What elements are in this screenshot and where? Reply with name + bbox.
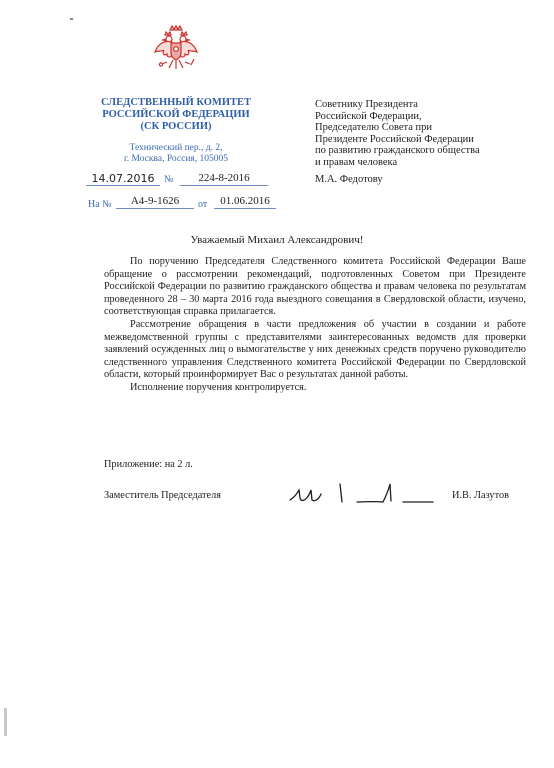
body-paragraph: Исполнение поручения контролируется.	[130, 381, 307, 393]
attachment-note: Приложение: на 2 л.	[104, 459, 193, 470]
signer-position: Заместитель Председателя	[104, 490, 222, 501]
signer-name: И.В. Лазутов	[452, 490, 509, 501]
number-sign: №	[164, 174, 174, 185]
body-paragraph: По поручению Председателя Следственного комитета Российской Федерации Ваше обращение о рассмотрении рекомендаций, подготовленных Советом при Президенте Российской Федерации по развитию гражданского общества и правам человека по результатам проведенного 28 – 30 марта 2016 года выездного совещания в Свердловской области, изучено, соответствующая справка прилагается.	[104, 256, 526, 318]
salutation: Уважаемый Михаил Александрович!	[190, 234, 364, 246]
outgoing-number: 224-8-2016	[180, 172, 268, 186]
letter-body	[104, 256, 526, 395]
org-line-3: (СК РОССИИ)	[140, 121, 212, 132]
addressee-line: Советнику Президента	[315, 99, 418, 110]
address-line-1: Технический пер., д. 2,	[129, 143, 223, 153]
organization-address	[86, 143, 266, 165]
outgoing-date: 14.07.2016	[86, 172, 160, 186]
addressee-line: по развитию гражданского общества	[315, 145, 480, 156]
addressee-line: Президенте Российской Федерации	[315, 133, 474, 145]
addressee-line: и правам человека	[315, 156, 398, 168]
reference-number: А4-9-1626	[116, 195, 194, 209]
organization-name	[86, 97, 266, 133]
address-line-2: г. Москва, Россия, 105005	[123, 154, 229, 164]
reference-date: 01.06.2016	[214, 195, 276, 209]
scan-mark	[70, 18, 73, 20]
org-line-2: РОССИЙСКОЙ ФЕДЕРАЦИИ	[102, 109, 250, 120]
signature-icon	[285, 480, 445, 510]
addressee-name: М.А. Федотову	[315, 174, 383, 185]
addressee-block	[315, 99, 535, 168]
emblem-icon	[150, 22, 202, 74]
body-paragraph: Рассмотрение обращения в части предложения об участии в создании и работе межведомственной группы с представителями заинтересованных ведомств для проверки заявлений осужденных лиц о вымогательстве у них денежных средств поручено руководителю следственного управления Следственного комитета Российской Федерации по Свердловской области, который проинформирует Вас о результатах данной работы.	[104, 318, 526, 381]
org-line-1: СЛЕДСТВЕННЫЙ КОМИТЕТ	[100, 97, 251, 108]
addressee-line: Председателю Совета при	[315, 122, 432, 133]
scan-edge-mark	[4, 708, 7, 736]
addressee-line: Российской Федерации,	[315, 110, 422, 122]
reference-from: от	[198, 199, 208, 210]
reference-prefix: На №	[88, 199, 112, 210]
